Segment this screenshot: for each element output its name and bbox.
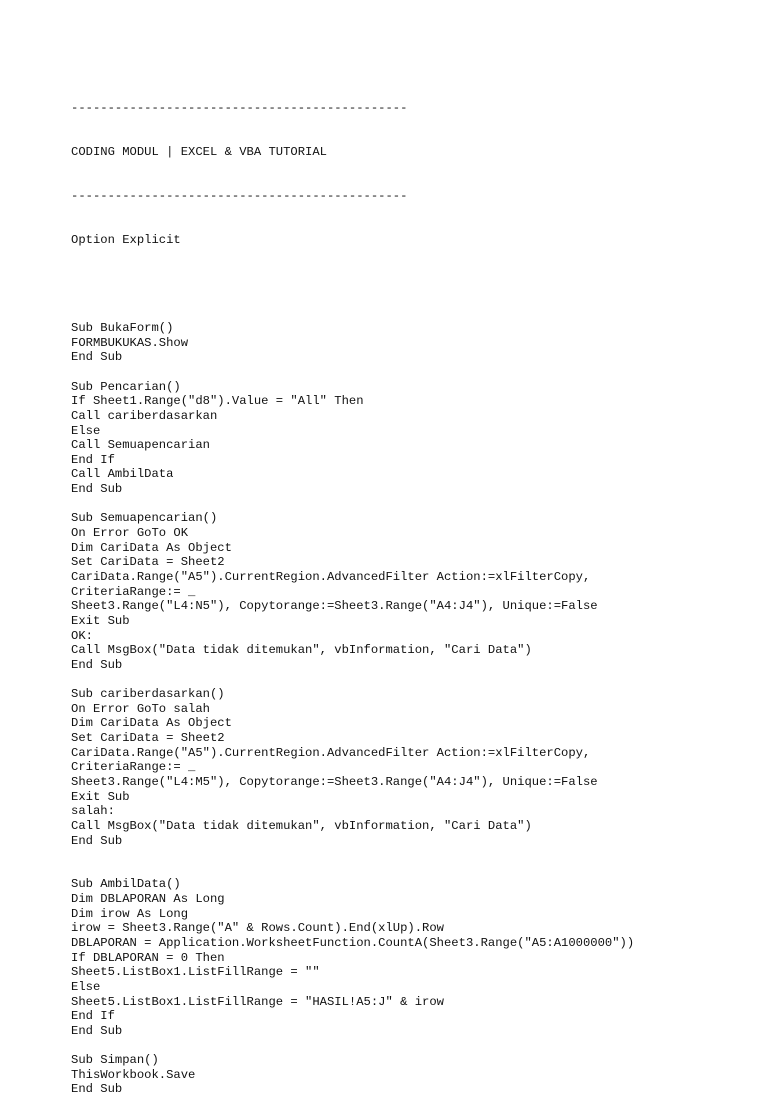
code-line: Sheet3.Range("L4:N5"), Copytorange:=Sheet3.Range("A4:J4"), Unique:=False — [71, 599, 598, 614]
code-line: Sub cariberdasarkan() — [71, 687, 225, 702]
code-line: Sub BukaForm() — [71, 321, 174, 336]
code-line: Set CariData = Sheet2 — [71, 731, 225, 746]
code-line: Sheet5.ListBox1.ListFillRange = "HASIL!A5:J" & irow — [71, 994, 444, 1009]
code-line: End Sub — [71, 1023, 123, 1038]
code-line: Sub AmbilData() — [71, 877, 181, 892]
code-line: CariData.Range("A5").CurrentRegion.AdvancedFilter Action:=xlFilterCopy, — [71, 569, 591, 584]
code-line: Call MsgBox("Data tidak ditemukan", vbInformation, "Cari Data") — [71, 818, 532, 833]
code-line: irow = Sheet3.Range("A" & Rows.Count).End(xlUp).Row — [71, 921, 444, 936]
code-line: Call cariberdasarkan — [71, 408, 218, 423]
code-line: Else — [71, 423, 101, 438]
code-line: On Error GoTo OK — [71, 526, 189, 541]
code-block-pencarian — [71, 380, 761, 497]
code-line: On Error GoTo salah — [71, 701, 210, 716]
code-line: Sheet5.ListBox1.ListFillRange = "" — [71, 965, 320, 980]
code-line: CriteriaRange:= _ — [71, 584, 196, 599]
code-line: Exit Sub — [71, 613, 130, 628]
code-line: If Sheet1.Range("d8").Value = "All" Then — [71, 394, 364, 409]
code-line: CariData.Range("A5").CurrentRegion.AdvancedFilter Action:=xlFilterCopy, — [71, 745, 591, 760]
code-line: End If — [71, 452, 115, 467]
blank-line — [71, 277, 761, 292]
code-block-simpan — [71, 1053, 761, 1097]
code-line: Exit Sub — [71, 789, 130, 804]
code-line: OK: — [71, 628, 93, 643]
code-block-ambildata — [71, 877, 761, 1038]
code-line: Sub Pencarian() — [71, 379, 181, 394]
code-line: Dim DBLAPORAN As Long — [71, 892, 225, 907]
blank-line — [71, 365, 761, 380]
code-line: End Sub — [71, 350, 123, 365]
code-line: Dim CariData As Object — [71, 716, 232, 731]
code-line: Else — [71, 979, 101, 994]
document-title: CODING MODUL | EXCEL & VBA TUTORIAL — [71, 145, 327, 160]
code-line: Dim CariData As Object — [71, 540, 232, 555]
code-line: Sub Semuapencarian() — [71, 511, 218, 526]
code-line: If DBLAPORAN = 0 Then — [71, 950, 225, 965]
code-block-cariberdasarkan — [71, 687, 761, 848]
blank-line — [71, 672, 761, 687]
blank-line — [71, 1038, 761, 1053]
code-block-bukaform — [71, 321, 761, 365]
code-line: End Sub — [71, 833, 123, 848]
code-line: ThisWorkbook.Save — [71, 1067, 196, 1082]
code-line: Sheet3.Range("L4:M5"), Copytorange:=Sheet3.Range("A4:J4"), Unique:=False — [71, 774, 598, 789]
code-line: DBLAPORAN = Application.WorksheetFunction.CountA(Sheet3.Range("A5:A1000000")) — [71, 935, 635, 950]
code-line: End Sub — [71, 1082, 123, 1097]
blank-line — [71, 497, 761, 512]
code-line: End Sub — [71, 482, 123, 497]
header-rule-bottom: ---------------------------------------------- — [71, 189, 408, 204]
code-line: End Sub — [71, 657, 123, 672]
code-line: Sub Simpan() — [71, 1053, 159, 1068]
code-line: Call MsgBox("Data tidak ditemukan", vbInformation, "Cari Data") — [71, 643, 532, 658]
code-line: CriteriaRange:= _ — [71, 760, 196, 775]
header-rule-top: ---------------------------------------------- — [71, 101, 408, 116]
code-line: FORMBUKUKAS.Show — [71, 335, 189, 350]
code-line: Dim irow As Long — [71, 906, 189, 921]
code-line: Call Semuapencarian — [71, 438, 210, 453]
blank-line — [71, 863, 761, 878]
code-document — [71, 72, 761, 1112]
option-explicit-line: Option Explicit — [71, 233, 181, 248]
code-blocks — [71, 321, 761, 1097]
code-line: End If — [71, 1009, 115, 1024]
code-line: salah: — [71, 804, 115, 819]
blank-line — [71, 848, 761, 863]
code-block-semuapencarian — [71, 511, 761, 672]
code-line: Call AmbilData — [71, 467, 174, 482]
code-line: Set CariData = Sheet2 — [71, 555, 225, 570]
